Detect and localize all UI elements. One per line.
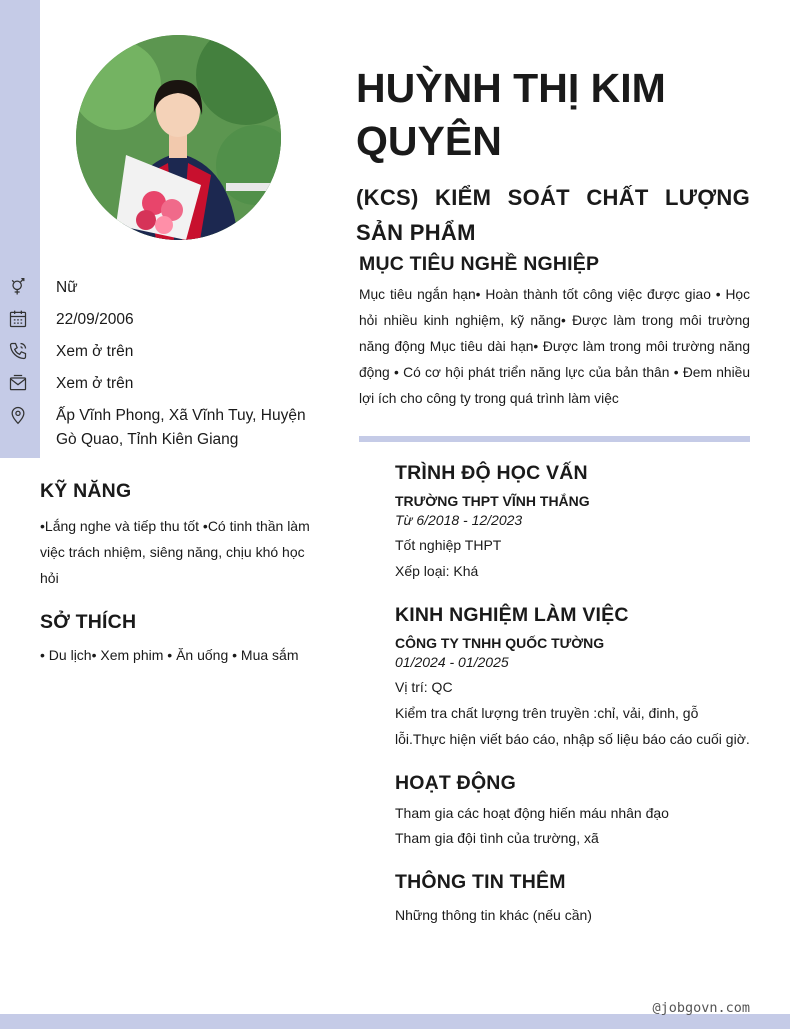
- contact-email: [0, 370, 320, 402]
- right-column: [395, 462, 751, 948]
- bottom-accent-bar: [0, 1014, 790, 1029]
- phone-icon: [8, 341, 30, 363]
- email-value: Xem ở trên: [56, 375, 134, 392]
- hobbies-heading: SỞ THÍCH: [40, 611, 137, 633]
- activity-line: Tham gia đội tình của trường, xã: [395, 830, 599, 846]
- profile-photo: [76, 35, 281, 240]
- skills-text: •Lắng nghe và tiếp thu tốt •Có tinh thần làm việc trách nhiệm, siêng năng, chịu khó học hỏi: [40, 518, 310, 586]
- gender-icon: [8, 277, 30, 299]
- objective-section: [359, 253, 750, 412]
- hobbies-text: • Du lịch• Xem phim • Ăn uống • Mua sắm: [40, 647, 299, 663]
- location-icon: [8, 405, 30, 427]
- objective-text: Mục tiêu ngắn hạn• Hoàn thành tốt công việc được giao • Học hỏi nhiều kinh nghiệm, kỹ năng• Được làm trong môi trường năng động Mục tiêu dài hạn• Được làm trong môi trường năng động • Có cơ hội phát triển năng lực của bản thân • Đem nhiều lợi ích cho công ty trong quá trình làm việc: [359, 287, 750, 406]
- candidate-name: HUỲNH THỊ KIM QUYÊN: [356, 65, 666, 164]
- job-title: (KCS) KIỂM SOÁT CHẤT LƯỢNG SẢN PHẨM: [356, 185, 750, 245]
- experience-period: 01/2024 - 01/2025: [395, 654, 509, 670]
- education-period: Từ 6/2018 - 12/2023: [395, 512, 523, 528]
- activities-heading: HOẠT ĐỘNG: [395, 772, 516, 794]
- birthdate-value: 22/09/2006: [56, 311, 134, 328]
- additional-section: [395, 871, 751, 928]
- profile-photo-illustration: [76, 35, 281, 240]
- contact-birthdate: [0, 306, 320, 338]
- additional-text: Những thông tin khác (nếu cần): [395, 907, 592, 923]
- objective-heading: MỤC TIÊU NGHỀ NGHIỆP: [359, 253, 600, 275]
- skills-heading: KỸ NĂNG: [40, 480, 132, 502]
- left-column: [40, 480, 315, 688]
- experience-description: Kiểm tra chất lượng trên truyền :chỉ, vải, đinh, gỗ lỗi.Thực hiện viết báo cáo, nhập số liệu báo cáo cuối giờ.: [395, 705, 750, 747]
- contact-gender: [0, 274, 320, 306]
- contact-address: [0, 402, 320, 448]
- phone-value: Xem ở trên: [56, 343, 134, 360]
- section-divider: [359, 436, 750, 442]
- mail-icon: [8, 373, 30, 395]
- education-line: Tốt nghiệp THPT: [395, 537, 502, 553]
- experience-position: Vị trí: QC: [395, 679, 453, 695]
- additional-heading: THÔNG TIN THÊM: [395, 871, 566, 893]
- education-line: Xếp loại: Khá: [395, 563, 479, 579]
- company-name: CÔNG TY TNHH QUỐC TƯỜNG: [395, 635, 605, 651]
- address-value: Ấp Vĩnh Phong, Xã Vĩnh Tuy, Huyện Gò Quao, Tỉnh Kiên Giang: [56, 407, 306, 448]
- education-section: [395, 462, 751, 584]
- watermark: @jobgovn.com: [652, 1000, 750, 1016]
- gender-value: Nữ: [56, 279, 78, 296]
- activity-line: Tham gia các hoạt động hiến máu nhân đạo: [395, 805, 669, 821]
- school-name: TRƯỜNG THPT VĨNH THẮNG: [395, 493, 590, 509]
- experience-heading: KINH NGHIỆM LÀM VIỆC: [395, 604, 629, 626]
- hobbies-section: [40, 611, 315, 668]
- experience-section: [395, 604, 751, 752]
- education-heading: TRÌNH ĐỘ HỌC VẤN: [395, 462, 588, 484]
- contact-phone: [0, 338, 320, 370]
- skills-section: [40, 480, 315, 591]
- activities-section: [395, 772, 751, 851]
- calendar-icon: [8, 309, 30, 331]
- contact-list: [0, 274, 320, 448]
